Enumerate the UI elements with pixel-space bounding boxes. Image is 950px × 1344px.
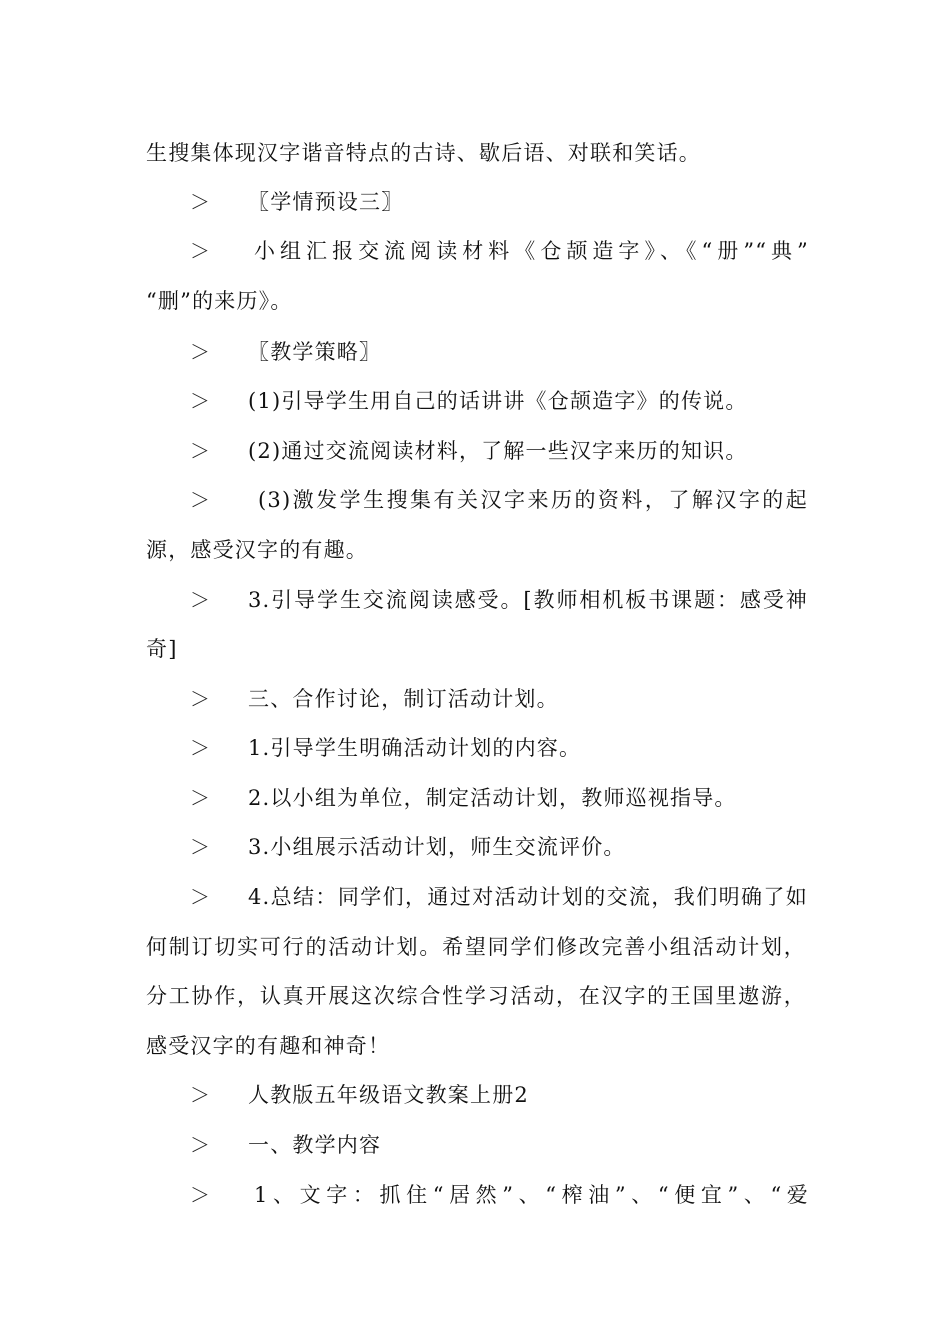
bullet-icon: ＞ xyxy=(190,786,210,810)
bullet-icon: ＞ xyxy=(190,1133,210,1157)
bullet-icon: ＞ xyxy=(190,1183,210,1207)
bullet-icon: ＞ xyxy=(190,1083,210,1107)
text-line: 生搜集体现汉字谐音特点的古诗、歇后语、对联和笑话。 xyxy=(146,141,701,165)
text-line: 人教版五年级语文教案上册2 xyxy=(248,1083,529,1107)
bullet-icon: ＞ xyxy=(190,835,210,859)
text-line: 2.以小组为单位，制定活动计划，教师巡视指导。 xyxy=(248,786,737,810)
text-line: 1、文字：抓住“居然”、“榨油”、“便宜”、“爱 xyxy=(254,1183,809,1207)
bullet-icon: ＞ xyxy=(190,190,210,214)
text-line: 1.引导学生明确活动计划的内容。 xyxy=(248,736,582,760)
bullet-icon: ＞ xyxy=(190,488,210,512)
text-line: 奇] xyxy=(146,637,178,661)
bullet-icon: ＞ xyxy=(190,885,210,909)
bullet-icon: ＞ xyxy=(190,439,210,463)
text-line: 一、教学内容 xyxy=(248,1133,382,1157)
bullet-icon: ＞ xyxy=(190,687,210,711)
text-line: 4.总结：同学们，通过对活动计划的交流，我们明确了如 xyxy=(248,885,808,909)
text-line: 3.小组展示活动计划，师生交流评价。 xyxy=(248,835,626,859)
text-line: (2)通过交流阅读材料，了解一些汉字来历的知识。 xyxy=(248,439,748,463)
text-line: 三、合作讨论，制订活动计划。 xyxy=(248,687,559,711)
bullet-icon: ＞ xyxy=(190,389,210,413)
bullet-icon: ＞ xyxy=(190,588,210,612)
text-line: 感受汉字的有趣和神奇！ xyxy=(146,1034,391,1058)
text-line: (3)激发学生搜集有关汉字来历的资料，了解汉字的起 xyxy=(258,488,808,512)
text-line: (1)引导学生用自己的话讲讲《仓颉造字》的传说。 xyxy=(248,389,748,413)
text-line: 分工协作，认真开展这次综合性学习活动，在汉字的王国里遨游， xyxy=(146,984,806,1008)
bullet-icon: ＞ xyxy=(190,736,210,760)
text-line: 小组汇报交流阅读材料《仓颉造字》、《“册”“典” xyxy=(254,239,809,263)
text-line: 源，感受汉字的有趣。 xyxy=(146,538,368,562)
text-line: 3.引导学生交流阅读感受。[教师相机板书课题：感受神 xyxy=(248,588,808,612)
text-line: “删”的来历》。 xyxy=(146,289,293,313)
text-line: 何制订切实可行的活动计划。希望同学们修改完善小组活动计划， xyxy=(146,935,806,959)
bullet-icon: ＞ xyxy=(190,239,210,263)
text-line: 〖教学策略〗 xyxy=(248,340,382,364)
bullet-icon: ＞ xyxy=(190,340,210,364)
text-line: 〖学情预设三〗 xyxy=(248,190,404,214)
